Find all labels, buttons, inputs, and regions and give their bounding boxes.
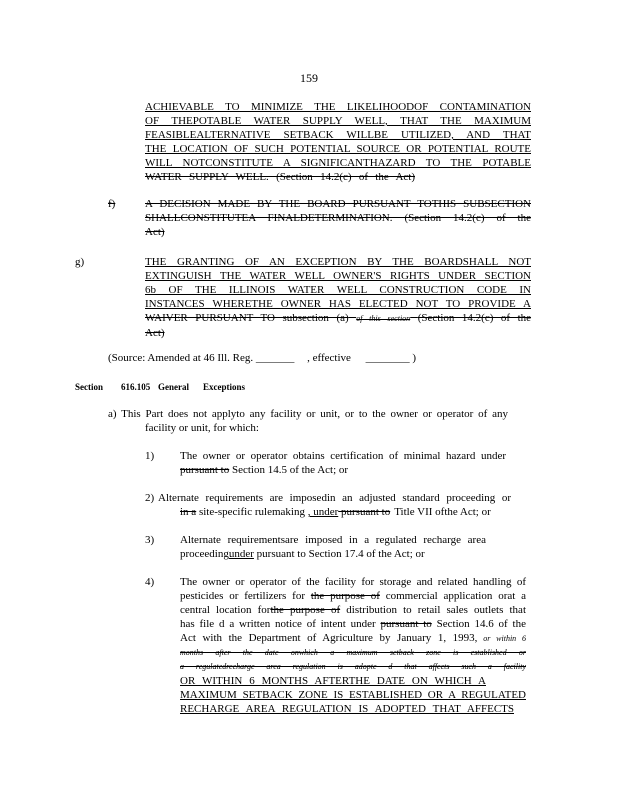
- subsection-marker-g: g): [75, 256, 85, 268]
- text-line: Alternate requirements are imposedin an adjusted standard proceeding or: [158, 492, 511, 504]
- page-number: 159: [300, 71, 318, 85]
- text-segment: central location for: [180, 604, 271, 616]
- text-segment: Section 14.5 of the Act; or: [229, 464, 349, 476]
- text-line-italic: a regulatedrecharge area regulation is adopte d that affects such a facility: [180, 662, 526, 671]
- inserted-text: under: [228, 548, 254, 560]
- subsection-a-intro: [108, 407, 508, 435]
- italic-text: or within 6: [477, 634, 526, 643]
- text-line: 6b OF THE ILLINOIS WATER WELL CONSTRUCTION CODE IN: [145, 284, 531, 296]
- text-segment: commercial application orat a: [379, 590, 527, 602]
- item-4: [180, 575, 526, 716]
- text-segment: WAIVER PURSUANT TO subsection (a): [145, 312, 349, 324]
- section-number: 616.105: [121, 382, 151, 392]
- text-line: [145, 311, 531, 326]
- text-line: WILL NOTCONSTITUTE A SIGNIFICANTHAZARD TO THE POTABLE: [145, 157, 531, 169]
- source-suffix: ): [412, 352, 417, 364]
- struck-text: the purpose of: [270, 604, 341, 616]
- text-line: INSTANCES WHERETHE OWNER HAS ELECTED NOT TO PROVIDE A: [145, 298, 531, 310]
- text-segment: distribution to retail sales outlets that: [340, 604, 526, 616]
- text-line: [180, 463, 506, 477]
- text-segment: Section 14.6 of the: [431, 618, 526, 630]
- text-segment: Title VII ofthe Act; or: [394, 506, 491, 518]
- item-3: [180, 533, 486, 561]
- text-line: OR WITHIN 6 MONTHS AFTERTHE DATE ON WHICH A: [180, 675, 486, 687]
- source-note: [108, 351, 416, 365]
- text-line: THE LOCATION OF SUCH POTENTIAL SOURCE OR POTENTIAL ROUTE: [145, 143, 531, 155]
- text-line: WATER SUPPLY WELL. (Section 14.2(c) of the Act): [145, 171, 415, 183]
- source-blank-2: ________: [365, 352, 410, 364]
- text-segment-italic: of this section: [356, 314, 411, 323]
- text-line: EXTINGUISH THE WATER WELL OWNER'S RIGHTS UNDER SECTION: [145, 270, 531, 282]
- text-line: OF THEPOTABLE WATER SUPPLY WELL, THAT THE MAXIMUM: [145, 115, 531, 127]
- subsection-marker-f: f): [108, 198, 116, 210]
- inserted-text: , under: [307, 506, 339, 518]
- item-marker-1: 1): [145, 450, 155, 462]
- item-1: [180, 449, 506, 477]
- section-title-word-2: Exceptions: [203, 382, 246, 392]
- text-line: Act): [145, 226, 165, 238]
- subsection-f: [145, 197, 531, 239]
- text-segment: Act with the Department of Agriculture by January 1, 1993,: [180, 632, 478, 644]
- paragraph-continuation: [145, 100, 531, 184]
- text-segment: (Section 14.2(c) of the: [417, 312, 532, 324]
- text-line: THE GRANTING OF AN EXCEPTION BY THE BOARDSHALL NOT: [145, 256, 531, 268]
- text-line: Act): [145, 327, 165, 339]
- text-line: A DECISION MADE BY THE BOARD PURSUANT TOTHIS SUBSECTION: [145, 198, 531, 210]
- text-segment: pesticides or fertilizers for: [180, 590, 311, 602]
- text-line: The owner or operator of the facility for storage and related handling of: [180, 576, 526, 588]
- text-segment: site-specific rulemaking: [196, 506, 308, 518]
- source-prefix: (Source: Amended at 46 Ill. Reg.: [108, 352, 254, 364]
- text-line: ACHIEVABLE TO MINIMIZE THE LIKELIHOODOF CONTAMINATION: [145, 101, 531, 113]
- text-line: [180, 631, 526, 646]
- source-mid: , effective: [307, 352, 351, 364]
- text-line: The owner or operator obtains certification of minimal hazard under: [180, 450, 506, 462]
- text-line: MAXIMUM SETBACK ZONE IS ESTABLISHED OR A REGULATED: [180, 689, 526, 701]
- text-line: [158, 505, 511, 519]
- text-line: facility or unit, for which:: [145, 422, 259, 434]
- text-line-italic: months after the date onwhich a maximum setback zone is established or: [180, 648, 526, 657]
- item-marker-4: 4): [145, 576, 155, 588]
- text-line: RECHARGE AREA REGULATION IS ADOPTED THAT AFFECTS: [180, 703, 514, 715]
- subsection-g: [145, 255, 531, 340]
- section-title-word-1: General: [158, 382, 189, 392]
- struck-text: pursuant to: [380, 618, 432, 630]
- text-line: [180, 603, 526, 617]
- text-line: SHALLCONSTITUTEA FINALDETERMINATION. (Section 14.2(c) of the: [145, 212, 531, 224]
- text-line: Alternate requirementsare imposed in a regulated recharge area: [180, 534, 486, 546]
- section-label: Section: [75, 382, 103, 392]
- text-line: [180, 547, 486, 561]
- text-line: a) This Part does not applyto any facility or unit, or to the owner or operator of any: [108, 408, 508, 420]
- item-marker-2: 2): [145, 492, 155, 504]
- item-marker-3: 3): [145, 534, 155, 546]
- struck-text: the purpose of: [310, 590, 380, 602]
- text-segment: proceeding: [180, 548, 229, 560]
- text-line: [180, 589, 526, 603]
- struck-text: pursuant to: [180, 464, 230, 476]
- item-2: [158, 491, 511, 519]
- text-segment: pursuant to Section 17.4 of the Act; or: [253, 548, 425, 560]
- struck-text: pursuant to: [338, 506, 391, 518]
- struck-text: in a: [180, 506, 197, 518]
- text-line: FEASIBLEALTERNATIVE SETBACK WILLBE UTILIZED, AND THAT: [145, 129, 531, 141]
- text-segment: has file d a written notice of intent under: [180, 618, 381, 630]
- source-blank-1: _______: [255, 352, 295, 364]
- text-line: [180, 617, 526, 631]
